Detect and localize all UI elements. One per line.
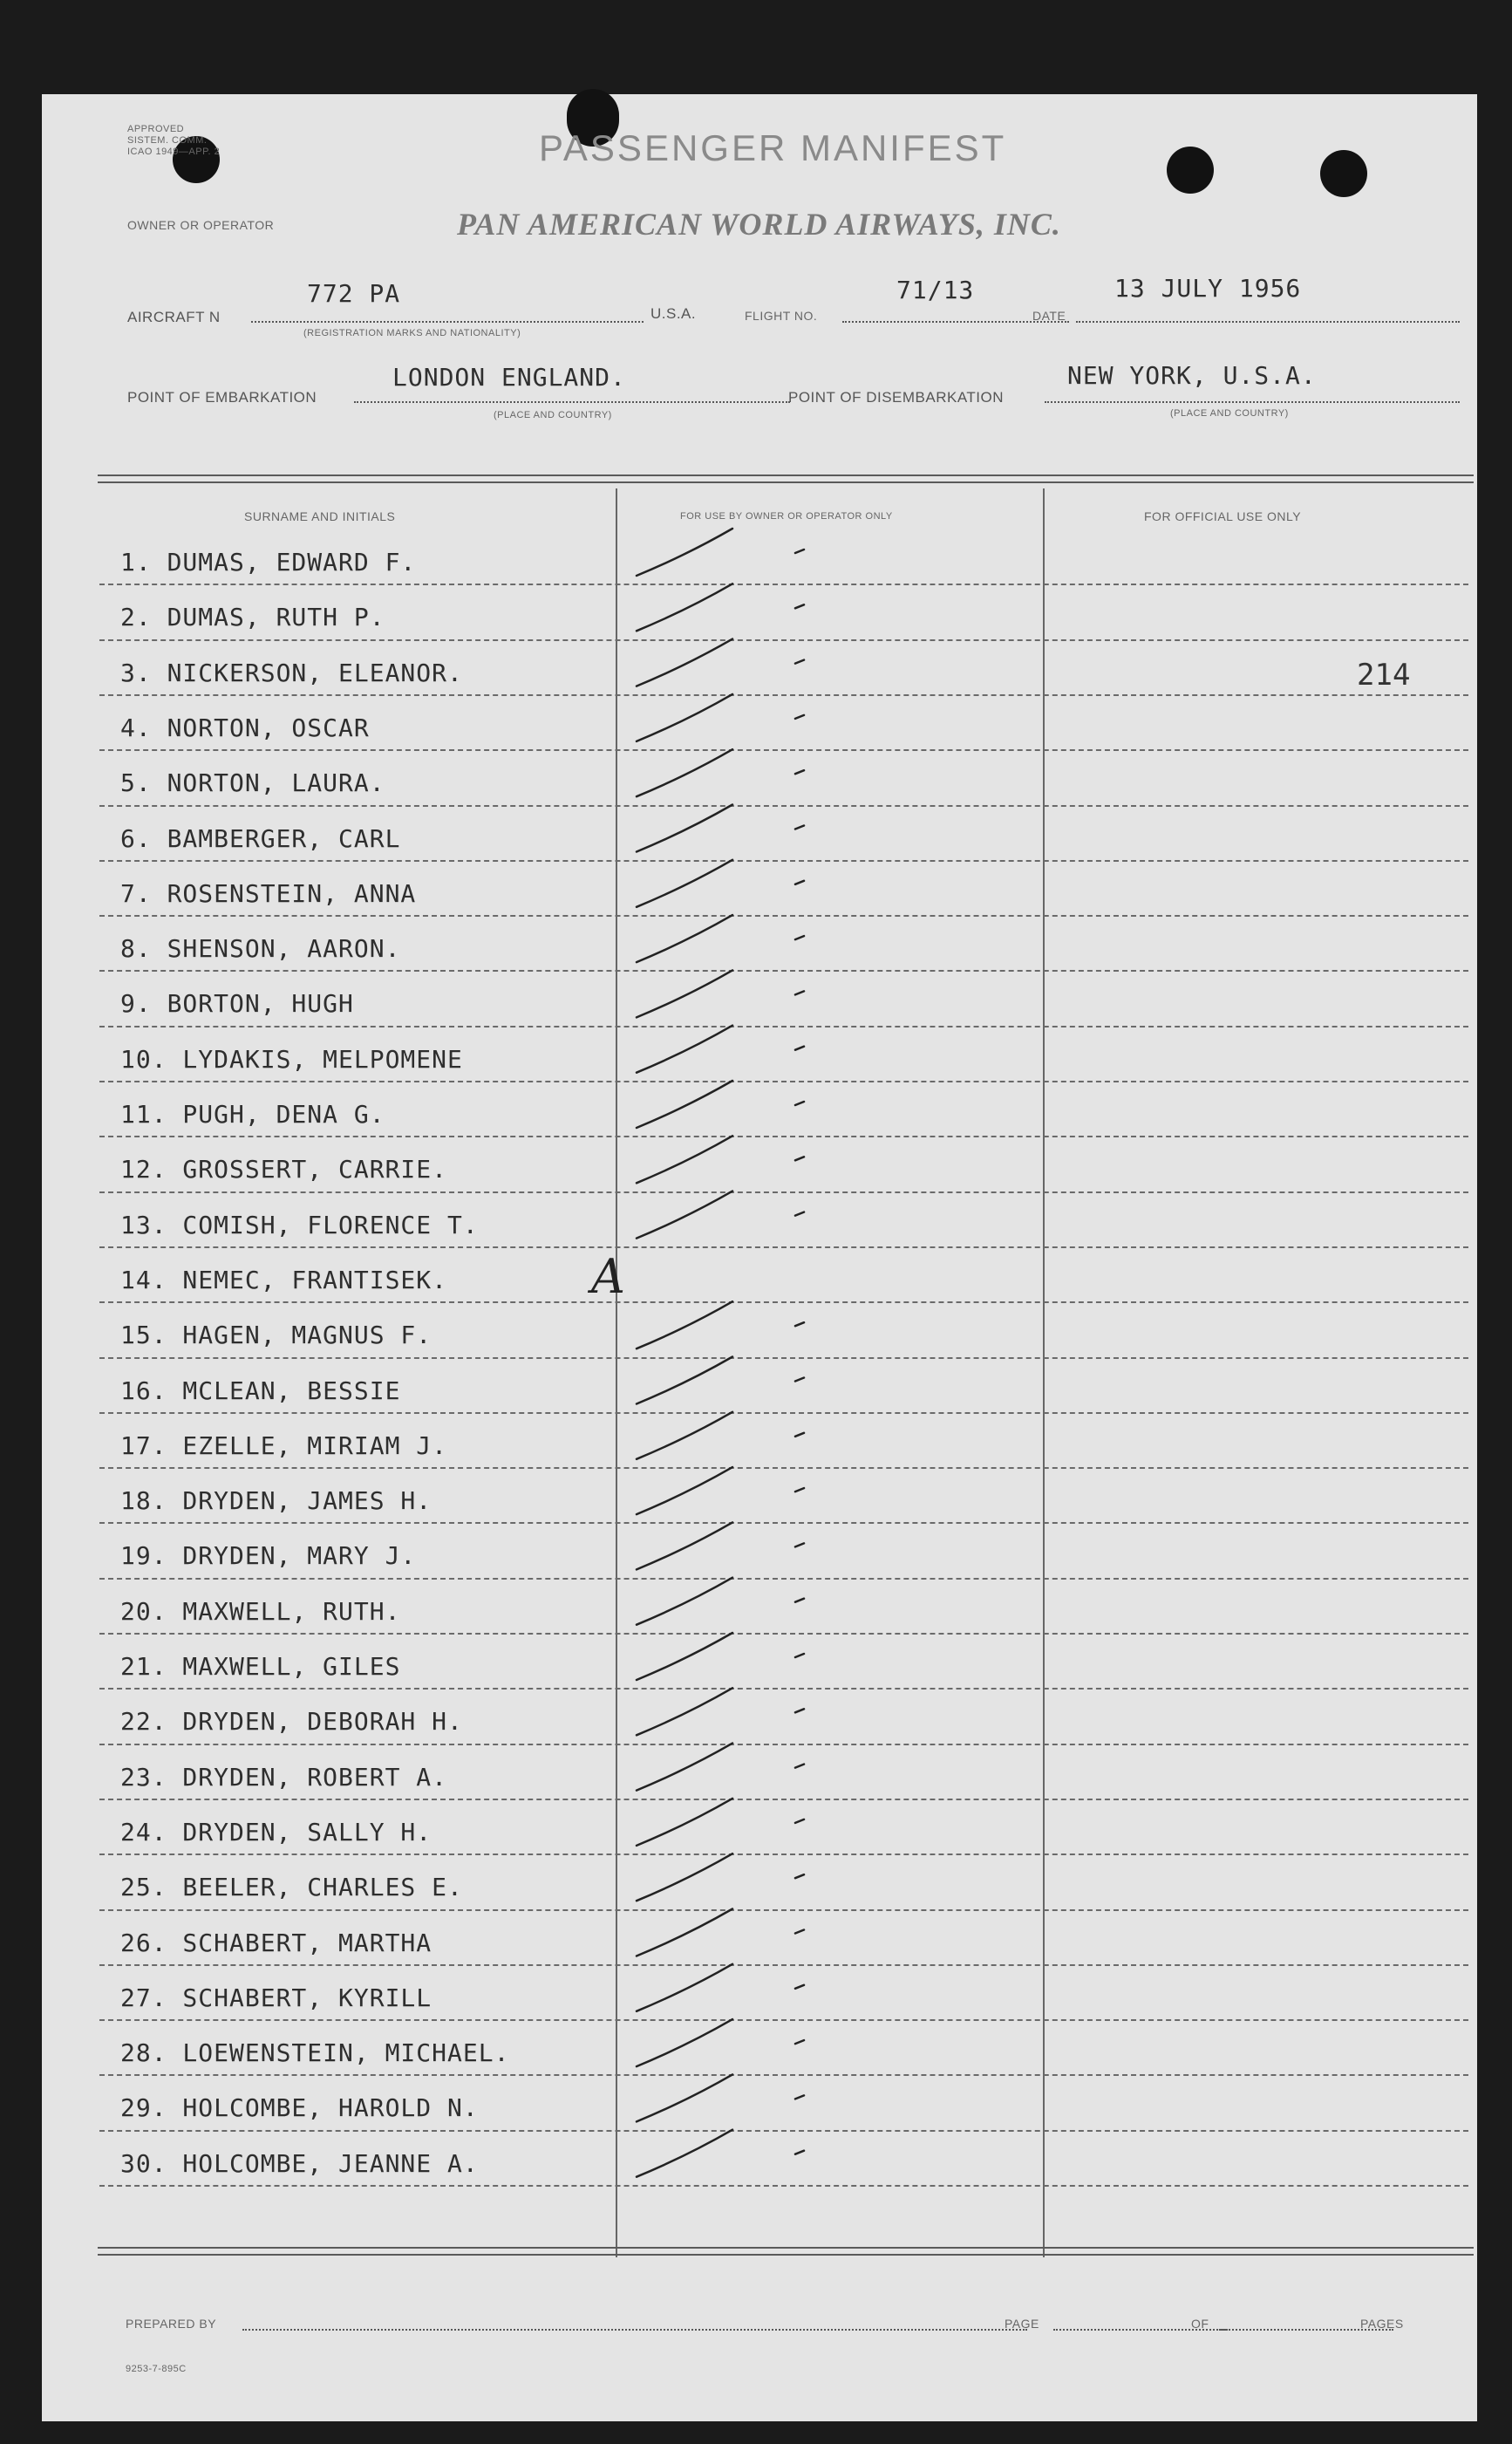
operator-name: PAN AMERICAN WORLD AIRWAYS, INC. — [457, 207, 1061, 242]
passenger-row-text: 2. DUMAS, RUTH P. — [120, 603, 385, 632]
check-mark — [637, 1633, 732, 1680]
tick-dot — [795, 550, 804, 553]
check-mark — [637, 805, 732, 852]
passenger-row-text: 17. EZELLE, MIRIAM J. — [120, 1430, 448, 1460]
flight-label: FLIGHT NO. — [745, 309, 818, 323]
approval-stamp: APPROVED SISTEM. COMM. ICAO 1949—APP. 2 — [127, 124, 221, 157]
tick-dot — [795, 660, 804, 664]
place-note-left: (PLACE AND COUNTRY) — [494, 410, 612, 420]
check-mark — [637, 1964, 732, 2011]
disembarkation-value: NEW YORK, U.S.A. — [1067, 361, 1317, 390]
check-mark — [637, 1522, 732, 1569]
passenger-row-text: 3. NICKERSON, ELEANOR. — [120, 658, 463, 687]
passenger-row-text: 5. NORTON, LAURA. — [120, 768, 385, 798]
passenger-row-text: 16. MCLEAN, BESSIE — [120, 1376, 401, 1405]
tick-dot — [795, 991, 804, 994]
passenger-row-text: 8. SHENSON, AARON. — [120, 934, 401, 964]
passenger-row-text: 7. ROSENSTEIN, ANNA — [120, 878, 417, 908]
tick-dot — [795, 881, 804, 884]
page-title: PASSENGER MANIFEST — [539, 127, 1007, 168]
check-mark — [637, 1412, 732, 1459]
tick-dot — [795, 1985, 804, 1989]
check-mark — [637, 1081, 732, 1128]
tick-dot — [795, 1874, 804, 1878]
check-mark — [637, 860, 732, 907]
registration-note: (REGISTRATION MARKS AND NATIONALITY) — [303, 328, 521, 338]
check-mark — [637, 1744, 732, 1791]
tick-dot — [795, 1322, 804, 1326]
page-label: PAGE — [1005, 2317, 1039, 2331]
passenger-row-text: 9. BORTON, HUGH — [120, 989, 354, 1019]
owner-label: OWNER OR OPERATOR — [127, 218, 275, 232]
check-mark — [637, 1467, 732, 1514]
passenger-row-text: 13. COMISH, FLORENCE T. — [120, 1210, 479, 1239]
col-official-header: FOR OFFICIAL USE ONLY — [1144, 509, 1302, 523]
passenger-row-text: 15. HAGEN, MAGNUS F. — [120, 1321, 432, 1350]
passenger-row-text: 21. MAXWELL, GILES — [120, 1652, 401, 1681]
tick-dot — [795, 1930, 804, 1934]
of-label: OF — [1191, 2317, 1209, 2331]
passenger-row-text: 1. DUMAS, EDWARD F. — [120, 548, 417, 577]
check-mark — [637, 970, 732, 1017]
tick-dot — [795, 1819, 804, 1823]
check-mark — [637, 1578, 732, 1625]
check-mark — [637, 1191, 732, 1239]
prepared-label: PREPARED BY — [126, 2317, 217, 2331]
col-owner-header: FOR USE BY OWNER OR OPERATOR ONLY — [680, 511, 893, 522]
check-mark — [637, 1909, 732, 1956]
official-note: 214 — [1357, 658, 1411, 693]
passenger-row-text: 23. DRYDEN, ROBERT A. — [120, 1762, 448, 1792]
place-note-right: (PLACE AND COUNTRY) — [1170, 408, 1289, 419]
check-mark — [637, 1136, 732, 1183]
aircraft-value: 772 PA — [307, 279, 401, 308]
tick-dot — [795, 604, 804, 608]
tick-dot — [795, 936, 804, 939]
check-mark — [637, 2074, 732, 2121]
check-mark — [637, 694, 732, 741]
date-value: 13 JULY 1956 — [1114, 274, 1302, 303]
tick-dot — [795, 1102, 804, 1105]
passenger-row-text: 30. HOLCOMBE, JEANNE A. — [120, 2148, 479, 2178]
usa-label: U.S.A. — [650, 305, 697, 322]
tick-dot — [795, 1488, 804, 1492]
passenger-row-text: 6. BAMBERGER, CARL — [120, 823, 401, 853]
check-mark — [637, 1357, 732, 1404]
col-surname-header: SURNAME AND INITIALS — [244, 509, 396, 523]
tick-dot — [795, 1378, 804, 1382]
tick-dot — [795, 1543, 804, 1546]
tick-dot — [795, 2151, 804, 2154]
check-mark — [637, 1301, 732, 1348]
tick-dot — [795, 2040, 804, 2044]
embarkation-value: LONDON ENGLAND. — [392, 363, 626, 392]
passenger-row-text: 19. DRYDEN, MARY J. — [120, 1541, 417, 1571]
tick-dot — [795, 1157, 804, 1160]
aircraft-label: AIRCRAFT N — [127, 309, 221, 325]
check-mark — [637, 1026, 732, 1073]
tick-dot — [795, 2095, 804, 2099]
check-marks — [42, 94, 1477, 2421]
passenger-row-text: 29. HOLCOMBE, HAROLD N. — [120, 2093, 479, 2123]
check-mark — [637, 1799, 732, 1846]
passenger-row-text: 12. GROSSERT, CARRIE. — [120, 1155, 448, 1184]
check-mark — [637, 2019, 732, 2066]
check-mark — [637, 1853, 732, 1901]
passenger-row-text: 24. DRYDEN, SALLY H. — [120, 1817, 432, 1847]
passenger-row-text: 10. LYDAKIS, MELPOMENE — [120, 1044, 463, 1074]
form-code: 9253-7-895C — [126, 2364, 187, 2374]
passenger-row-text: 22. DRYDEN, DEBORAH H. — [120, 1707, 463, 1737]
tick-dot — [795, 826, 804, 829]
disembarkation-label: POINT OF DISEMBARKATION — [788, 389, 1005, 406]
tick-dot — [795, 1654, 804, 1657]
embarkation-label: POINT OF EMBARKATION — [127, 389, 317, 406]
check-mark — [637, 915, 732, 962]
handwritten-mark: A — [591, 1249, 625, 1304]
check-mark — [637, 1688, 732, 1735]
check-mark — [637, 584, 732, 631]
tick-dot — [795, 1212, 804, 1216]
manifest-paper — [42, 94, 1477, 2421]
passenger-row-text: 25. BEELER, CHARLES E. — [120, 1873, 463, 1902]
passenger-row-text: 18. DRYDEN, JAMES H. — [120, 1486, 432, 1516]
tick-dot — [795, 715, 804, 719]
passenger-row-text: 20. MAXWELL, RUTH. — [120, 1596, 401, 1626]
passenger-row-text: 14. NEMEC, FRANTISEK. — [120, 1265, 448, 1294]
tick-dot — [795, 1599, 804, 1602]
check-mark — [637, 529, 732, 576]
passenger-row-text: 27. SCHABERT, KYRILL — [120, 1983, 432, 2012]
check-mark — [637, 749, 732, 796]
pages-label: PAGES — [1360, 2317, 1404, 2331]
tick-dot — [795, 1765, 804, 1768]
flight-value: 71/13 — [896, 276, 975, 304]
tick-dot — [795, 770, 804, 774]
tick-dot — [795, 1047, 804, 1050]
check-mark — [637, 639, 732, 686]
passenger-row-text: 28. LOEWENSTEIN, MICHAEL. — [120, 2038, 510, 2068]
tick-dot — [795, 1709, 804, 1712]
passenger-row-text: 11. PUGH, DENA G. — [120, 1100, 385, 1129]
passenger-row-text: 4. NORTON, OSCAR — [120, 713, 370, 742]
check-mark — [637, 2130, 732, 2177]
tick-dot — [795, 1433, 804, 1437]
passenger-row-text: 26. SCHABERT, MARTHA — [120, 1928, 432, 1957]
date-label: DATE — [1032, 309, 1066, 323]
